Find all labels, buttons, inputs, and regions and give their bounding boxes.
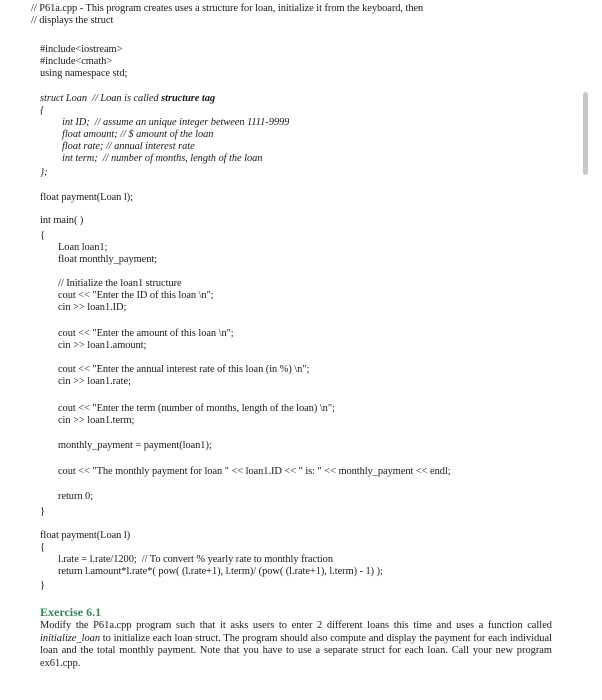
code-cin-term: cin >> loan1.term;	[58, 415, 135, 426]
code-cin-id: cin >> loan1.ID;	[58, 302, 127, 313]
code-payment-open-brace: {	[40, 542, 45, 553]
code-return-zero: return 0;	[58, 491, 94, 502]
code-cout-result: cout << "The monthly payment for loan " << loan1.ID << " is: " << monthly_payment << endl;	[58, 466, 451, 477]
code-struct-field-rate: float rate; // annual interest rate	[62, 141, 195, 152]
code-struct-field-id: int ID; // assume an unique integer between 1111-9999	[62, 117, 290, 128]
exercise-text-1: Modify the P61a.cpp program such that it asks users to enter 2 different loans this time and uses a function called	[40, 620, 552, 631]
code-declare-monthly-payment: float monthly_payment;	[58, 254, 158, 265]
code-payment-close-brace: }	[40, 580, 45, 591]
code-comment-header-2: // displays the struct	[31, 15, 114, 26]
code-struct-open-brace: {	[40, 105, 45, 116]
code-comment-initialize: // Initialize the loan1 structure	[58, 278, 182, 289]
vertical-scrollbar[interactable]	[583, 92, 588, 175]
exercise-title: Exercise 6.1	[40, 605, 102, 619]
code-cin-amount: cin >> loan1.amount;	[58, 340, 147, 351]
code-return-payment: return l.amount*l.rate*( pow( (l.rate+1), l.term)/ (pow( (l.rate+1), l.term) - 1) );	[58, 566, 383, 577]
code-cout-amount: cout << "Enter the amount of this loan \n";	[58, 328, 234, 339]
code-cout-id: cout << "Enter the ID of this loan \n";	[58, 290, 214, 301]
code-compute-payment: monthly_payment = payment(loan1);	[58, 440, 212, 451]
code-cout-rate: cout << "Enter the annual interest rate of this loan (in %) \n";	[58, 364, 310, 375]
code-main-open-brace: {	[40, 230, 45, 241]
code-using-namespace: using namespace std;	[40, 68, 128, 79]
code-payment-prototype: float payment(Loan l);	[40, 192, 133, 203]
code-struct-tag-emphasis: structure tag	[161, 93, 216, 104]
code-struct-field-term: int term; // number of months, length of the loan	[62, 153, 263, 164]
code-struct-declaration	[40, 93, 215, 105]
code-include-cmath: #include<cmath>	[40, 56, 113, 67]
code-struct-field-amount: float amount; // $ amount of the loan	[62, 129, 214, 140]
code-struct-close-brace: };	[40, 167, 48, 178]
code-main-signature: int main( )	[40, 215, 84, 226]
code-cout-term: cout << "Enter the term (number of months, length of the loan) \n";	[58, 403, 335, 414]
exercise-description	[40, 620, 552, 670]
code-include-iostream: #include<iostream>	[40, 44, 123, 55]
code-payment-definition: float payment(Loan l)	[40, 530, 131, 541]
code-cin-rate: cin >> loan1.rate;	[58, 376, 131, 387]
code-main-close-brace: }	[40, 506, 45, 517]
code-declare-loan1: Loan loan1;	[58, 242, 108, 253]
code-rate-conversion: l.rate = l.rate/1200; // To convert % yearly rate to monthly fraction	[58, 554, 333, 565]
exercise-function-name: initialize_loan	[40, 632, 101, 644]
exercise-text-2: to initialize each loan struct. The program should also compute and display the payment for each individual loan and the total monthly payment. Note that you have to use a separate struct for each loan. Call your new program ex61.cpp.	[40, 632, 552, 669]
code-comment-header: // P61a.cpp - This program creates uses a structure for loan, initialize it from the keyboard, then	[31, 3, 424, 14]
code-struct-text: struct Loan // Loan is called	[40, 93, 162, 104]
